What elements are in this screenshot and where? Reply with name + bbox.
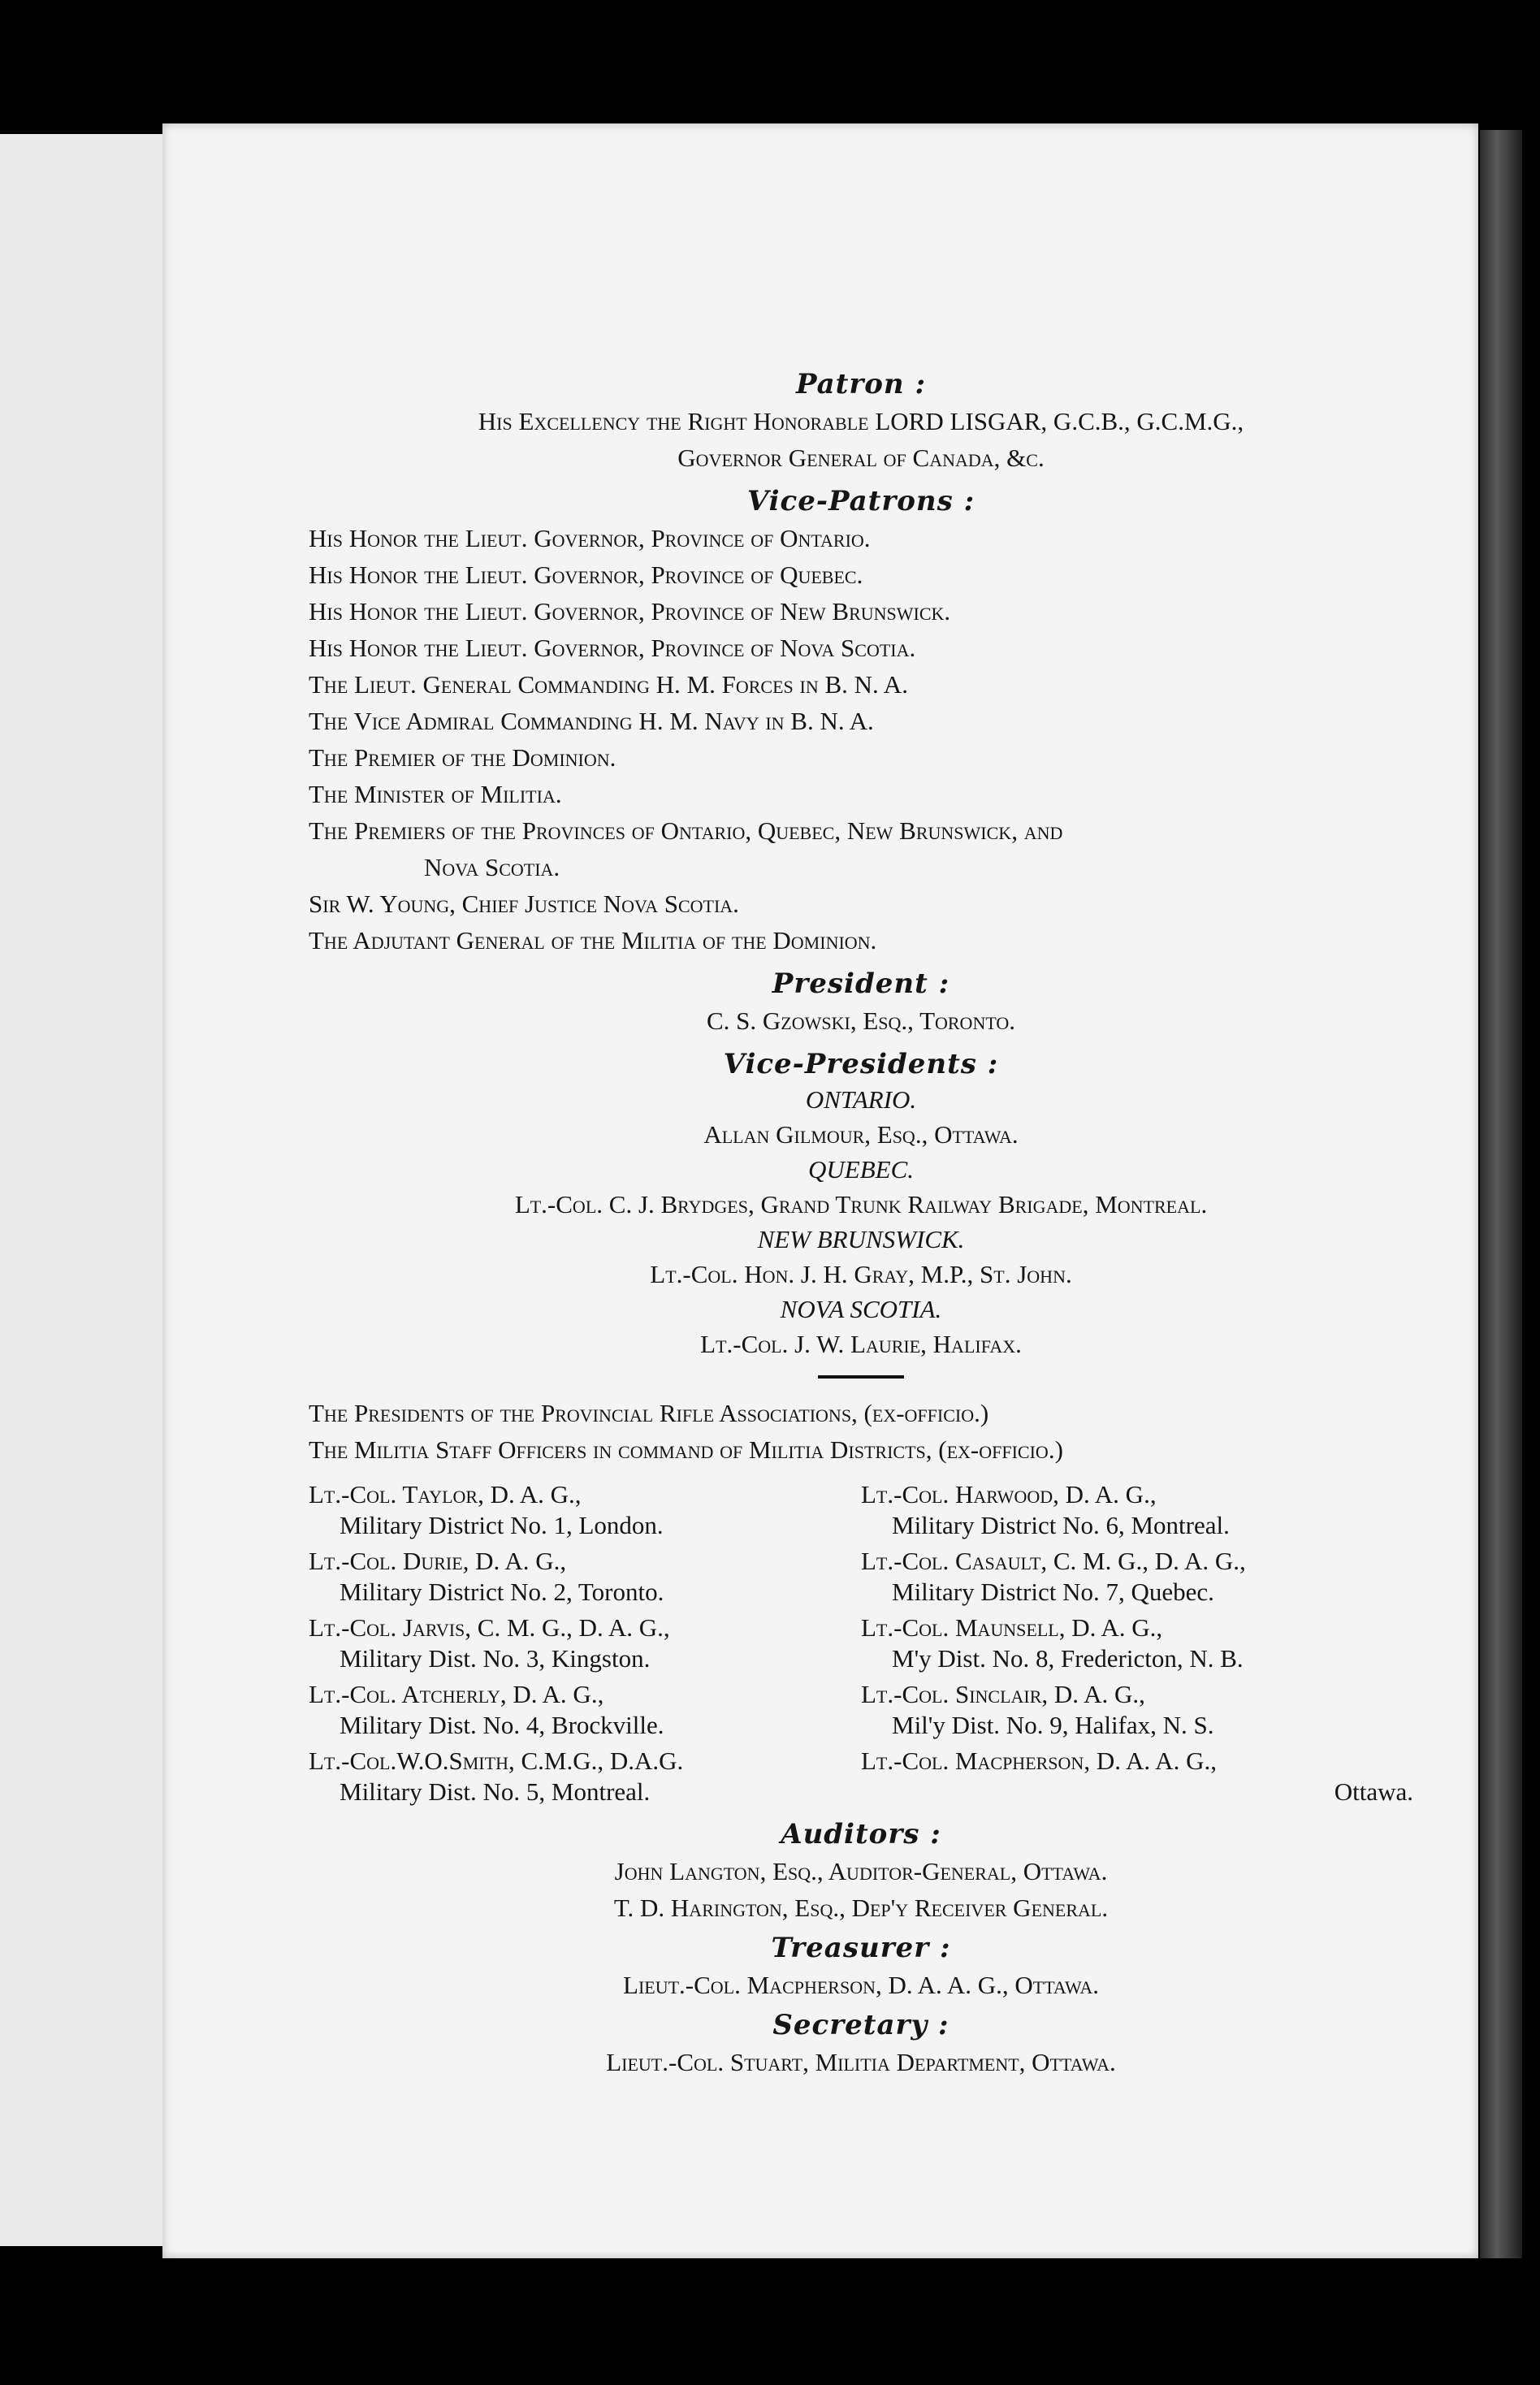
officer-name: Lt.-Col. Durie, D. A. G.,	[309, 1547, 567, 1575]
district-officer-entry	[861, 1479, 1413, 1541]
secretary-heading: Secretary :	[772, 2009, 950, 2041]
vice-president-nova-scotia: Lt.-Col. J. W. Laurie, Halifax.	[700, 1330, 1022, 1358]
vice-patron-line: The Vice Admiral Commanding H. M. Navy in B. N. A.	[309, 707, 874, 735]
officer-name: Lt.-Col. Atcherly, D. A. G.,	[309, 1680, 604, 1708]
district-officer-entry	[861, 1679, 1413, 1741]
president-heading: President :	[772, 967, 950, 1000]
vice-patrons-heading: Vice-Patrons :	[746, 485, 975, 517]
ex-officio-line: The Presidents of the Provincial Rifle Associations, (ex-officio.)	[309, 1399, 989, 1427]
district-officer-entry	[861, 1612, 1413, 1674]
vice-patron-line: Sir W. Young, Chief Justice Nova Scotia.	[309, 890, 739, 918]
district-officers-right-column	[861, 1479, 1413, 1812]
officer-district: Military Dist. No. 5, Montreal.	[340, 1777, 651, 1806]
officer-district: M'y Dist. No. 8, Fredericton, N. B.	[892, 1644, 1244, 1673]
province-label-ontario: ONTARIO.	[805, 1085, 917, 1114]
officer-district: Military District No. 6, Montreal.	[892, 1511, 1230, 1539]
patron-heading: Patron :	[795, 368, 927, 400]
vice-patron-line: The Premier of the Dominion.	[309, 743, 616, 772]
auditor-line: T. D. Harington, Esq., Dep'y Receiver General.	[613, 1894, 1109, 1922]
auditor-line: John Langton, Esq., Auditor-General, Ottawa.	[614, 1857, 1108, 1885]
officer-name: Lt.-Col. Harwood, D. A. G.,	[861, 1480, 1157, 1508]
district-officer-entry	[861, 1546, 1413, 1608]
district-officers	[309, 1479, 1413, 1812]
officer-name: Lt.-Col. Jarvis, C. M. G., D. A. G.,	[309, 1613, 670, 1642]
president-line: C. S. Gzowski, Esq., Toronto.	[706, 1006, 1016, 1035]
vice-patron-line: The Lieut. General Commanding H. M. Forces in B. N. A.	[309, 670, 908, 699]
vice-president-quebec: Lt.-Col. C. J. Brydges, Grand Trunk Railway Brigade, Montreal.	[514, 1190, 1208, 1218]
officer-district: Military District No. 2, Toronto.	[340, 1578, 664, 1606]
vice-patron-line: His Honor the Lieut. Governor, Province of Quebec.	[309, 561, 863, 589]
vice-patron-line: The Adjutant General of the Militia of the Dominion.	[309, 926, 877, 954]
auditors-heading: Auditors :	[781, 1818, 941, 1850]
district-officer-entry	[309, 1746, 861, 1807]
officer-district: Ottawa.	[1334, 1777, 1413, 1806]
patron-line-2: Governor General of Canada, &c.	[677, 444, 1045, 472]
officer-name: Lt.-Col. Macpherson, D. A. A. G.,	[861, 1747, 1217, 1775]
vice-presidents-heading: Vice-Presidents :	[723, 1048, 999, 1080]
officer-name: Lt.-Col.W.O.Smith, C.M.G., D.A.G.	[309, 1747, 684, 1775]
vice-patron-line: The Minister of Militia.	[309, 780, 562, 808]
vice-patron-line: His Honor the Lieut. Governor, Province of Ontario.	[309, 524, 871, 552]
facing-page-edge	[0, 134, 162, 2246]
section-divider	[818, 1375, 904, 1379]
officer-name: Lt.-Col. Sinclair, D. A. G.,	[861, 1680, 1145, 1708]
officer-district: Military Dist. No. 4, Brockville.	[340, 1711, 664, 1739]
officer-name: Lt.-Col. Casault, C. M. G., D. A. G.,	[861, 1547, 1246, 1575]
page-content	[309, 366, 1413, 2080]
district-officers-left-column	[309, 1479, 861, 1812]
book-spine	[1480, 130, 1522, 2258]
vice-president-ontario: Allan Gilmour, Esq., Ottawa.	[703, 1120, 1019, 1149]
district-officer-entry	[309, 1679, 861, 1741]
treasurer-heading: Treasurer :	[771, 1932, 951, 1964]
vice-patron-line: His Honor the Lieut. Governor, Province of Nova Scotia.	[309, 634, 916, 662]
district-officer-entry	[309, 1612, 861, 1674]
officer-district: Military District No. 7, Quebec.	[892, 1578, 1214, 1606]
patron-line-1: His Excellency the Right Honorable LORD LISGAR, G.C.B., G.C.M.G.,	[478, 407, 1244, 435]
district-officer-entry	[309, 1546, 861, 1608]
province-label-new-brunswick: NEW BRUNSWICK.	[757, 1225, 965, 1253]
district-officer-entry	[309, 1479, 861, 1541]
officer-district: Mil'y Dist. No. 9, Halifax, N. S.	[892, 1711, 1214, 1739]
secretary-line: Lieut.-Col. Stuart, Militia Department, Ottawa.	[606, 2048, 1116, 2076]
vice-patron-line: His Honor the Lieut. Governor, Province of New Brunswick.	[309, 597, 951, 625]
province-label-quebec: QUEBEC.	[807, 1155, 914, 1184]
officer-name: Lt.-Col. Taylor, D. A. G.,	[309, 1480, 582, 1508]
province-label-nova-scotia: NOVA SCOTIA.	[780, 1295, 942, 1323]
document-page	[162, 123, 1478, 2258]
vice-patron-line-continued: Nova Scotia.	[424, 853, 560, 881]
officer-district: Military District No. 1, London.	[340, 1511, 664, 1539]
vice-president-new-brunswick: Lt.-Col. Hon. J. H. Gray, M.P., St. John.	[650, 1260, 1072, 1288]
ex-officio-line: The Militia Staff Officers in command of Militia Districts, (ex-officio.)	[309, 1435, 1063, 1464]
officer-name: Lt.-Col. Maunsell, D. A. G.,	[861, 1613, 1163, 1642]
officer-district: Military Dist. No. 3, Kingston.	[340, 1644, 651, 1673]
vice-patron-line: The Premiers of the Provinces of Ontario, Quebec, New Brunswick, and	[309, 816, 1063, 845]
treasurer-line: Lieut.-Col. Macpherson, D. A. A. G., Ottawa.	[623, 1971, 1099, 1999]
district-officer-entry	[861, 1746, 1413, 1807]
